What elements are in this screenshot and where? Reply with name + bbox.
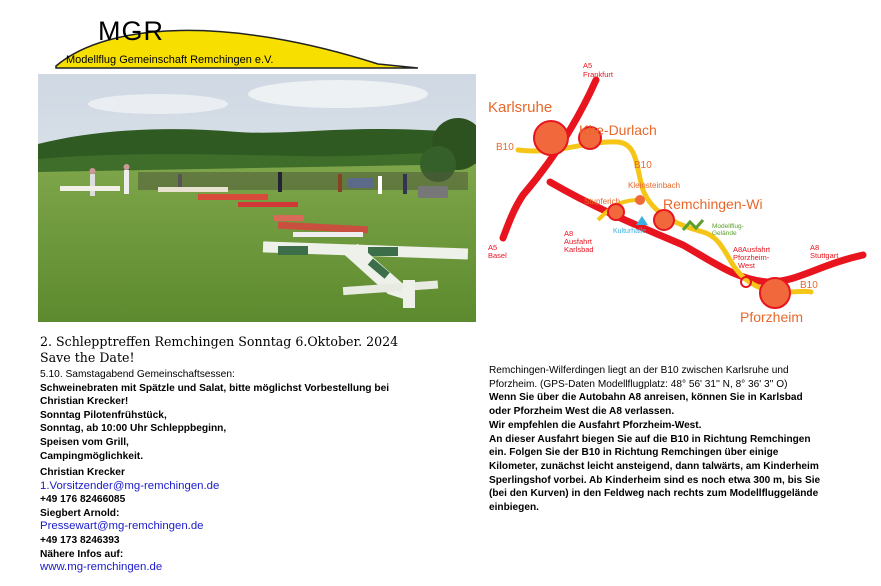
schedule-item: Sonntag Pilotenfrühstück, bbox=[40, 409, 167, 421]
directions-line: Wenn Sie über die Autobahn A8 anreisen, können Sie in Karlsbad bbox=[489, 392, 803, 404]
kulturhalle-marker bbox=[636, 216, 648, 225]
city-stupferich bbox=[608, 204, 624, 220]
city-pforzheim bbox=[760, 278, 790, 308]
label-a8-stuttgart: A8 bbox=[810, 243, 820, 252]
directions-line: ein. Folgen Sie der B10 in Richtung Remchingen über einige bbox=[489, 447, 779, 459]
city-kleinsteinbach bbox=[635, 195, 645, 205]
label-a5-frankfurt: Frankfurt bbox=[583, 70, 614, 79]
schedule-item: Speisen vom Grill, bbox=[40, 436, 129, 448]
label-a8-pforzheim-west: A8Ausfahrt bbox=[733, 245, 771, 254]
label-kulturhalle: Kulturhalle bbox=[613, 228, 647, 235]
event-title: 2. Schlepptreffen Remchingen Sonntag 6.Oktober. 2024 bbox=[40, 334, 399, 349]
contact-phone-2: +49 173 8246393 bbox=[40, 534, 120, 546]
label-b10: B10 bbox=[496, 142, 514, 153]
contact-email-2[interactable]: Pressewart@mg-remchingen.de bbox=[40, 520, 204, 533]
directions-text bbox=[489, 364, 820, 515]
label-b10: B10 bbox=[634, 160, 652, 171]
label-remchingen: Remchingen-Wi bbox=[663, 196, 763, 212]
label-a8-karlsbad: A8 bbox=[564, 229, 574, 238]
directions-line: oder Pforzheim West die A8 verlassen. bbox=[489, 406, 675, 418]
directions-line: Wir empfehlen die Ausfahrt Pforzheim-West. bbox=[489, 419, 702, 431]
label-a5-frankfurt: A5 bbox=[583, 61, 593, 70]
schedule-item: Campingmöglichkeit. bbox=[40, 450, 144, 462]
contact-phone-1: +49 176 82466085 bbox=[40, 494, 126, 506]
directions-line: Pforzheim. (GPS-Daten Modellflugplatz: 48° 56' 31'' N, 8° 36' 3'' O) bbox=[489, 378, 788, 390]
save-the-date: Save the Date! bbox=[40, 350, 135, 365]
schedule-item: 5.10. Samstagabend Gemeinschaftsessen: bbox=[40, 369, 235, 380]
label-modellflug: Gelände bbox=[712, 230, 737, 237]
contact-email-1[interactable]: 1.Vorsitzender@mg-remchingen.de bbox=[40, 479, 220, 492]
schedule-item: Sonntag, ab 10:00 Uhr Schleppbeginn, bbox=[40, 423, 227, 435]
city-remchingen bbox=[654, 210, 674, 230]
label-stupferich: Stupferich bbox=[584, 197, 621, 206]
contacts bbox=[40, 466, 219, 575]
label-pforzheim: Pforzheim bbox=[740, 309, 804, 325]
label-a5-basel: A5 bbox=[488, 243, 498, 252]
contact-name-2: Siegbert Arnold: bbox=[40, 507, 120, 519]
directions-line: (bei den Kurven) in den Feldweg nach rechts zum Modellfluggelände bbox=[489, 488, 819, 500]
label-khe-durlach: Khe-Durlach bbox=[579, 122, 657, 138]
label-karlsruhe: Karlsruhe bbox=[488, 99, 553, 116]
city-karlsruhe bbox=[534, 121, 568, 155]
directions-line: Sperlingshof vorbei. Ab Kinderheim sind es noch etwa 300 m, bis Sie bbox=[489, 474, 821, 486]
directions-line: einbiegen. bbox=[489, 502, 539, 514]
label-a8-pforzheim-west: Pforzheim- bbox=[733, 253, 770, 262]
airfield-photo bbox=[38, 74, 476, 322]
label-modellflug: Modellflug- bbox=[712, 223, 744, 230]
label-a8-karlsbad: Karlsbad bbox=[564, 245, 594, 254]
directions-line: Kilometer, zunächst leicht ansteigend, dann talwärts, am Kinderheim bbox=[489, 460, 819, 472]
contact-name-1: Christian Krecker bbox=[40, 467, 125, 478]
logo-abbreviation: MGR bbox=[98, 16, 164, 46]
directions-line: Remchingen-Wilferdingen liegt an der B10 zwischen Karlsruhe und bbox=[489, 365, 789, 376]
schedule-item: Christian Krecker! bbox=[40, 396, 129, 408]
label-b10: B10 bbox=[800, 280, 818, 291]
logo-club-name: Modellflug Gemeinschaft Remchingen e.V. bbox=[66, 54, 274, 66]
directions-line: An dieser Ausfahrt biegen Sie auf die B10 in Richtung Remchingen bbox=[489, 433, 811, 445]
website-link[interactable]: www.mg-remchingen.de bbox=[40, 561, 163, 574]
schedule-item: Schweinebraten mit Spätzle und Salat, bitte möglichst Vorbestellung bei bbox=[40, 382, 390, 394]
label-a8-karlsbad: Ausfahrt bbox=[564, 237, 592, 246]
label-a5-basel: Basel bbox=[488, 251, 507, 260]
label-a8-pforzheim-west: West bbox=[738, 261, 755, 270]
label-a8-stuttgart: Stuttgart bbox=[810, 251, 839, 260]
more-info-label: Nähere Infos auf: bbox=[40, 548, 124, 560]
route-map bbox=[478, 60, 868, 335]
schedule-list bbox=[40, 368, 389, 463]
label-kleinsteinbach: Kleinsteinbach bbox=[628, 181, 681, 190]
